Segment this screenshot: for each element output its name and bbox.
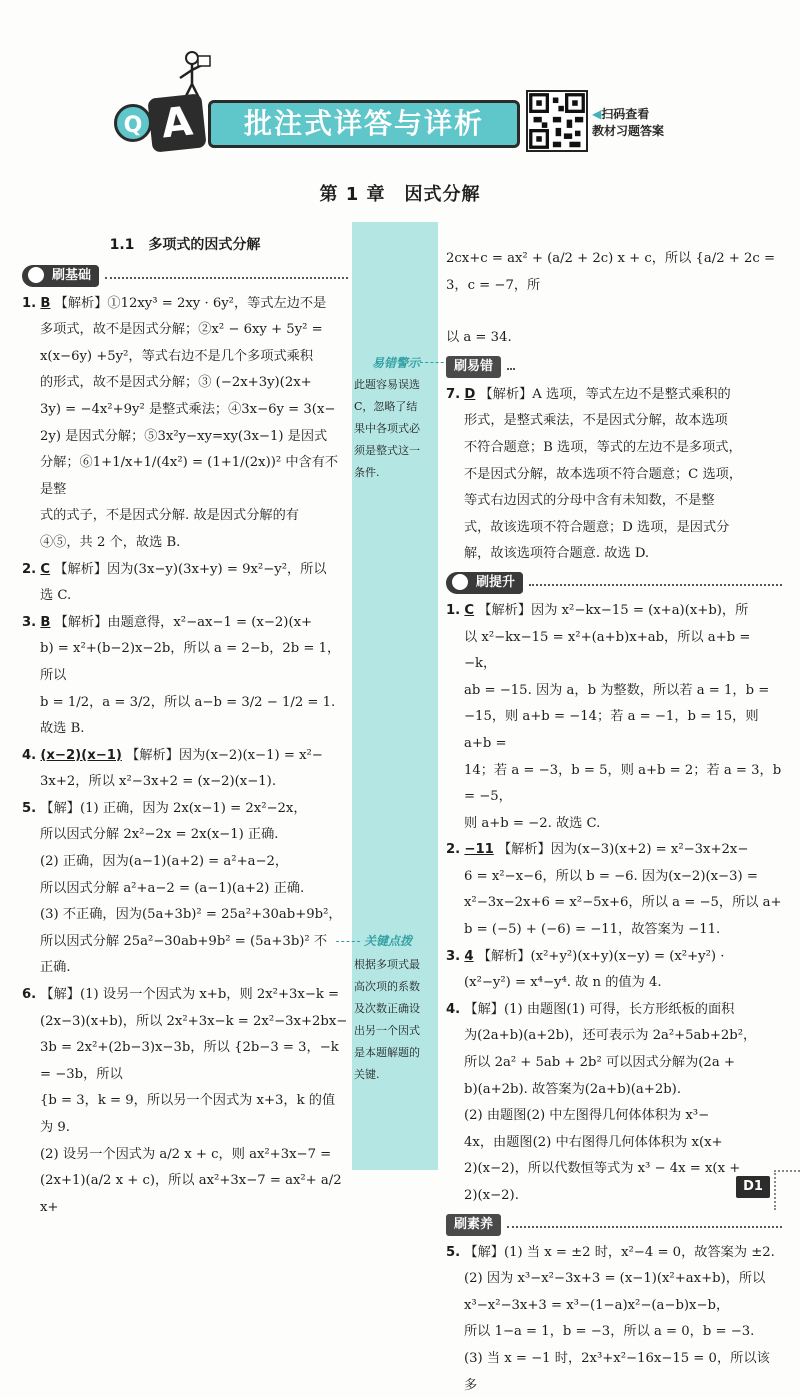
answer-line — [446, 1293, 782, 1320]
answer-line — [22, 769, 348, 796]
answer-line — [446, 625, 782, 678]
explanation-text: x(x−6y) +5y²，等式右边不是几个多项式乘积 — [40, 348, 314, 364]
explanation-text: 所以因式分解 25a²−30ab+9b² = (5a+3b)² 不 — [40, 933, 328, 949]
explanation-text: 【解】(1) 当 x = ±2 时，x²−4 = 0，故答案为 ±2. — [464, 1244, 775, 1260]
answer-line — [22, 955, 348, 982]
explanation-text: (2x+1)(a/2 x + c)，所以 ax²+3x−7 = ax²+ a/2 x+ — [40, 1173, 342, 1215]
question-number: 1. — [446, 602, 461, 618]
band-label-text: 刷提升 — [476, 574, 516, 590]
note-line: 高次项的系数 — [354, 980, 420, 993]
explanation-text: b) = x²+(b−2)x−2b，所以 a = 2−b，2b = 1，所以 — [40, 641, 341, 683]
answer-line — [446, 1240, 782, 1267]
question-number: 7. — [446, 386, 461, 402]
question-number: 5. — [22, 800, 37, 816]
answer-choice: 4 — [464, 948, 474, 964]
answer-line — [446, 864, 782, 891]
qr-code-icon[interactable] — [526, 90, 588, 152]
explanation-text: 式的式子，不是因式分解. 故是因式分解的有 — [40, 508, 299, 524]
answer-line — [446, 758, 782, 811]
answer-choice: −11 — [464, 842, 494, 858]
answer-line — [22, 743, 348, 770]
answer-line — [446, 944, 782, 971]
band-label: 刷素养 — [446, 1214, 501, 1236]
explanation-text: 不是因式分解，故本选项不符合题意；C 选项， — [464, 466, 743, 482]
answer-choice: B — [40, 614, 51, 630]
answer-line — [446, 541, 782, 568]
question-number: 6. — [22, 987, 37, 1003]
note-key-point — [354, 954, 438, 1086]
answer-line — [22, 636, 348, 689]
explanation-text: b)(a+2b). 故答案为(2a+b)(a+2b). — [464, 1081, 682, 1097]
answer-line — [22, 690, 348, 743]
explanation-text: 等式右边因式的分母中含有未知数，不是整 — [464, 493, 715, 509]
answer-line — [22, 424, 348, 451]
answer-line — [446, 515, 782, 542]
section-heading: 1.1 多项式的因式分解 — [109, 237, 261, 253]
explanation-text: 【解】(1) 正确，因为 2x(x−1) = 2x²−2x， — [40, 800, 307, 816]
explanation-text: b = (−5) + (−6) = −11，故答案为 −11. — [464, 922, 721, 938]
qr-caption-line2: 教材习题答案 — [592, 124, 665, 138]
explanation-text: x²−3x−2x+6 = x²−5x+6，所以 a = −5，所以 a+ — [464, 895, 782, 911]
note-line: 须是整式这一 — [354, 444, 420, 457]
explanation-text: 3x+2，所以 x²−3x+2 = (x−2)(x−1). — [40, 774, 277, 790]
answer-line — [22, 849, 348, 876]
explanation-text: (x²−y²) = x⁴−y⁴. 故 n 的值为 4. — [464, 975, 662, 991]
explanation-text: 所以 1−a = 1，b = −3，所以 a = 0，b = −3. — [464, 1324, 755, 1340]
q-badge: Q — [114, 104, 152, 142]
explanation-text: 所以 2a² + 5ab + 2b² 可以因式分解为(2a + — [464, 1055, 735, 1071]
answer-choice: D — [464, 386, 476, 402]
dotted-rule — [507, 1226, 782, 1228]
answer-line — [446, 678, 782, 705]
advanced-answers — [446, 598, 782, 1210]
banner-title: 批注式详答与详析 — [208, 100, 520, 148]
answer-line — [22, 1168, 348, 1221]
explanation-text: 3y) = −4x²+9y² 是整式乘法；④3x−6y = 3(x− — [40, 401, 336, 417]
answer-line — [22, 876, 348, 903]
answer-line — [446, 970, 782, 997]
explanation-text: (2) 设另一个因式为 a/2 x + c，则 ax²+3x−7 = — [40, 1146, 332, 1162]
explanation-text: 2)(x−2). — [464, 1188, 519, 1203]
header — [0, 0, 800, 205]
answer-line — [22, 982, 348, 1009]
note-line: 条件. — [354, 466, 380, 479]
explanation-text: 的形式，故不是因式分解；③ (−2x+3y)(2x+ — [40, 375, 312, 391]
note-line: 关键. — [354, 1068, 380, 1081]
note-line: 根据多项式最 — [354, 958, 420, 971]
explanation-text: 形式，是整式乘法，不是因式分解，故本选项 — [464, 413, 728, 429]
answer-line — [446, 382, 782, 409]
answer-line — [446, 1103, 782, 1130]
explanation-text: 6 = x²−x−6，所以 b = −6. 因为(x−2)(x−3) = — [464, 868, 758, 884]
answer-line — [446, 462, 782, 489]
answer-line — [446, 811, 782, 838]
explanation-text: (2) 因为 x³−x²−3x+3 = (x−1)(x²+ax+b)，所以 — [464, 1271, 766, 1287]
note-title-key-point: 关键点拨 — [364, 934, 413, 948]
text-line: 2cx+c = ax² + (a/2 + 2c) x + c，所以 {a/2 + 2c = 3，c = −7，所 — [446, 251, 776, 293]
band-label — [446, 572, 523, 594]
explanation-text: (2) 由题图(2) 中左图得几何体体积为 x³− — [464, 1108, 710, 1124]
answer-line — [446, 1130, 782, 1157]
answer-line — [446, 917, 782, 944]
answer-line — [22, 929, 348, 956]
question-number: 3. — [446, 948, 461, 964]
answer-choice: C — [40, 561, 51, 577]
note-line: 是本题解题的 — [354, 1046, 420, 1059]
answer-line — [446, 435, 782, 462]
question-number: 2. — [446, 842, 461, 858]
explanation-text: 【解析】因为(x−3)(x+2) = x²−3x+2x− — [498, 842, 749, 858]
explanation-text: x³−x²−3x+3 = x³−(1−a)x²−(a−b)x−b， — [464, 1297, 730, 1313]
explanation-text: −15，则 a+b = −14；若 a = −1，b = 15，则 a+b = — [464, 709, 759, 751]
explanation-text: 所以因式分解 2x²−2x = 2x(x−1) 正确. — [40, 827, 279, 843]
explanation-text: 正确. — [40, 960, 71, 976]
right-column — [446, 246, 782, 1399]
question-number: 4. — [446, 1001, 461, 1017]
a-badge: A — [147, 93, 206, 152]
explanation-text: 多项式，故不是因式分解；②x² − 6xy + 5y² = — [40, 322, 323, 338]
explanation-text: 【解析】(x²+y²)(x+y)(x−y) = (x²+y²) · — [477, 948, 725, 964]
note-caution — [354, 374, 438, 484]
dotted-rule — [507, 368, 515, 370]
explanation-text: 选 C. — [40, 588, 72, 604]
answer-line — [22, 796, 348, 823]
question-number: 2. — [22, 561, 37, 577]
band-literacy — [446, 1212, 782, 1238]
answer-line — [446, 598, 782, 625]
explanation-text: (3) 当 x = −1 时，2x³+x²−16x−15 = 0，所以该多 — [464, 1350, 770, 1393]
explanation-text: 分解；⑥1+1/x+1/(4x²) = (1+1/(2x))² 中含有不是整 — [40, 455, 339, 497]
note-line: 出另一个因式 — [354, 1024, 420, 1037]
explanation-text: 所以因式分解 a²+a−2 = (a−1)(a+2) 正确. — [40, 880, 305, 896]
answer-line — [22, 583, 348, 610]
pencil-icon — [450, 572, 470, 592]
errors-answers — [446, 382, 782, 568]
note-line: 果中各项式必 — [354, 422, 420, 435]
answer-line — [446, 488, 782, 515]
explanation-text: 14；若 a = −3，b = 5，则 a+b = 2；若 a = 3，b = −5， — [464, 762, 782, 805]
answer-line — [22, 370, 348, 397]
band-label-text: 刷基础 — [52, 267, 92, 283]
explanation-text: 为(2a+b)(a+2b)，还可表示为 2a²+5ab+2b²， — [464, 1028, 757, 1044]
answer-line — [22, 397, 348, 424]
band-advanced — [446, 570, 782, 596]
page-corner-decoration — [774, 1170, 800, 1210]
explanation-text: 3b = 2x²+(2b−3)x−3b，所以 {2b−3 = 3，−k = −3b，所以 — [40, 1040, 339, 1082]
note-line: 此题容易误选 — [354, 378, 420, 391]
explanation-text: 以 x²−kx−15 = x²+(a+b)x+ab，所以 a+b = −k， — [464, 629, 751, 672]
answer-line — [446, 1346, 782, 1399]
explanation-text: {b = 3，k = 9，所以另一个因式为 x+3，k 的值为 9. — [40, 1093, 336, 1135]
question-number: 5. — [446, 1244, 461, 1260]
answer-line — [22, 822, 348, 849]
explanation-text: 解，故该选项符合题意. 故选 D. — [464, 546, 650, 562]
answer-line — [22, 503, 348, 530]
answer-line — [22, 450, 348, 503]
explanation-text: 不符合题意；B 选项，等式的左边不是多项式， — [464, 439, 742, 455]
answer-line — [446, 1319, 782, 1346]
explanation-text: 则 a+b = −2. 故选 C. — [464, 815, 601, 831]
text-line — [446, 299, 782, 325]
answer-line — [22, 610, 348, 637]
question-number: 3. — [22, 614, 37, 630]
answer-line — [446, 1077, 782, 1104]
answer-line — [22, 317, 348, 344]
band-label: 刷易错 — [446, 356, 501, 378]
answer-line — [446, 408, 782, 435]
answer-line — [446, 1050, 782, 1077]
answer-line — [446, 997, 782, 1024]
answer-line — [446, 1156, 782, 1183]
left-answers — [22, 291, 348, 1222]
answer-line — [22, 902, 348, 929]
explanation-text: ④⑤，共 2 个，故选 B. — [40, 534, 181, 550]
qr-caption — [592, 106, 664, 140]
arrow-icon: ◀ — [592, 107, 602, 121]
qr-caption-line1: 扫码查看 — [601, 107, 650, 121]
answer-line — [22, 1088, 348, 1141]
explanation-text: 【解析】因为(3x−y)(3x+y) = 9x²−y²，所以 — [54, 561, 327, 577]
explanation-text: ab = −15. 因为 a，b 为整数，所以若 a = 1，b = — [464, 682, 770, 698]
explanation-text: 【解】(1) 由题图(1) 可得，长方形纸板的面积 — [464, 1001, 735, 1017]
answer-line — [446, 890, 782, 917]
explanation-text: 【解析】A 选项，等式左边不是整式乘积的 — [479, 386, 731, 402]
question-number: 1. — [22, 295, 37, 311]
note-title-caution: 易错警示 — [372, 356, 421, 370]
left-column — [22, 232, 348, 1221]
answer-line — [22, 530, 348, 557]
explanation-text: (3) 不正确，因为(5a+3b)² = 25a²+30ab+9b²， — [40, 907, 342, 923]
dotted-rule — [529, 584, 782, 586]
answer-line — [22, 1009, 348, 1036]
answer-choice: B — [40, 295, 51, 311]
explanation-text: 式，故该选项不符合题意；D 选项，是因式分 — [464, 519, 730, 535]
answer-line — [22, 1142, 348, 1169]
explanation-text: 【解】(1) 设另一个因式为 x+b，则 2x²+3x−k = — [40, 987, 340, 1003]
explanation-text: (2x−3)(x+b)，所以 2x²+3x−k = 2x²−3x+2bx− — [40, 1013, 348, 1029]
answer-line — [446, 1266, 782, 1293]
answer-line — [22, 557, 348, 584]
answer-line — [446, 837, 782, 864]
answer-line — [22, 1035, 348, 1088]
explanation-text: 【解析】因为 x²−kx−15 = (x+a)(x+b)，所 — [478, 602, 749, 618]
explanation-text: 2)(x−2)，所以代数恒等式为 x³ − 4x = x(x + — [464, 1161, 741, 1177]
answer-line — [22, 291, 348, 318]
band-label — [22, 265, 99, 287]
chapter-title: 第 1 章 因式分解 — [319, 184, 481, 205]
explanation-text: (2) 正确，因为(a−1)(a+2) = a²+a−2， — [40, 854, 289, 870]
note-line: 及次数正确设 — [354, 1002, 420, 1015]
answer-line — [22, 344, 348, 371]
explanation-text: 【解析】因为(x−2)(x−1) = x²− — [126, 747, 323, 763]
band-basics — [22, 263, 348, 289]
answer-choice: (x−2)(x−1) — [40, 747, 122, 763]
answer-choice: C — [464, 602, 475, 618]
explanation-text: 【解析】由题意得，x²−ax−1 = (x−2)(x+ — [54, 614, 313, 630]
explanation-text: 2y) 是因式分解；⑤3x²y−xy=xy(3x−1) 是因式 — [40, 428, 328, 444]
literacy-answers — [446, 1240, 782, 1399]
answer-line — [446, 704, 782, 757]
note-line: C，忽略了结 — [354, 400, 418, 413]
pencil-icon — [26, 265, 46, 285]
answer-line — [446, 1183, 782, 1210]
text-line: 以 a = 34. — [446, 330, 512, 346]
band-errors — [446, 354, 782, 380]
explanation-text: b = 1/2，a = 3/2，所以 a−b = 3/2 − 1/2 = 1. 故选 B. — [40, 694, 336, 737]
page-number: D1 — [736, 1176, 770, 1198]
explanation-text: 4x，由题图(2) 中右图得几何体体积为 x(x+ — [464, 1134, 723, 1150]
dotted-rule — [105, 277, 348, 279]
question-number: 4. — [22, 747, 37, 763]
explanation-text: 【解析】①12xy³ = 2xy · 6y²，等式左边不是 — [54, 295, 327, 311]
answer-line — [446, 1023, 782, 1050]
